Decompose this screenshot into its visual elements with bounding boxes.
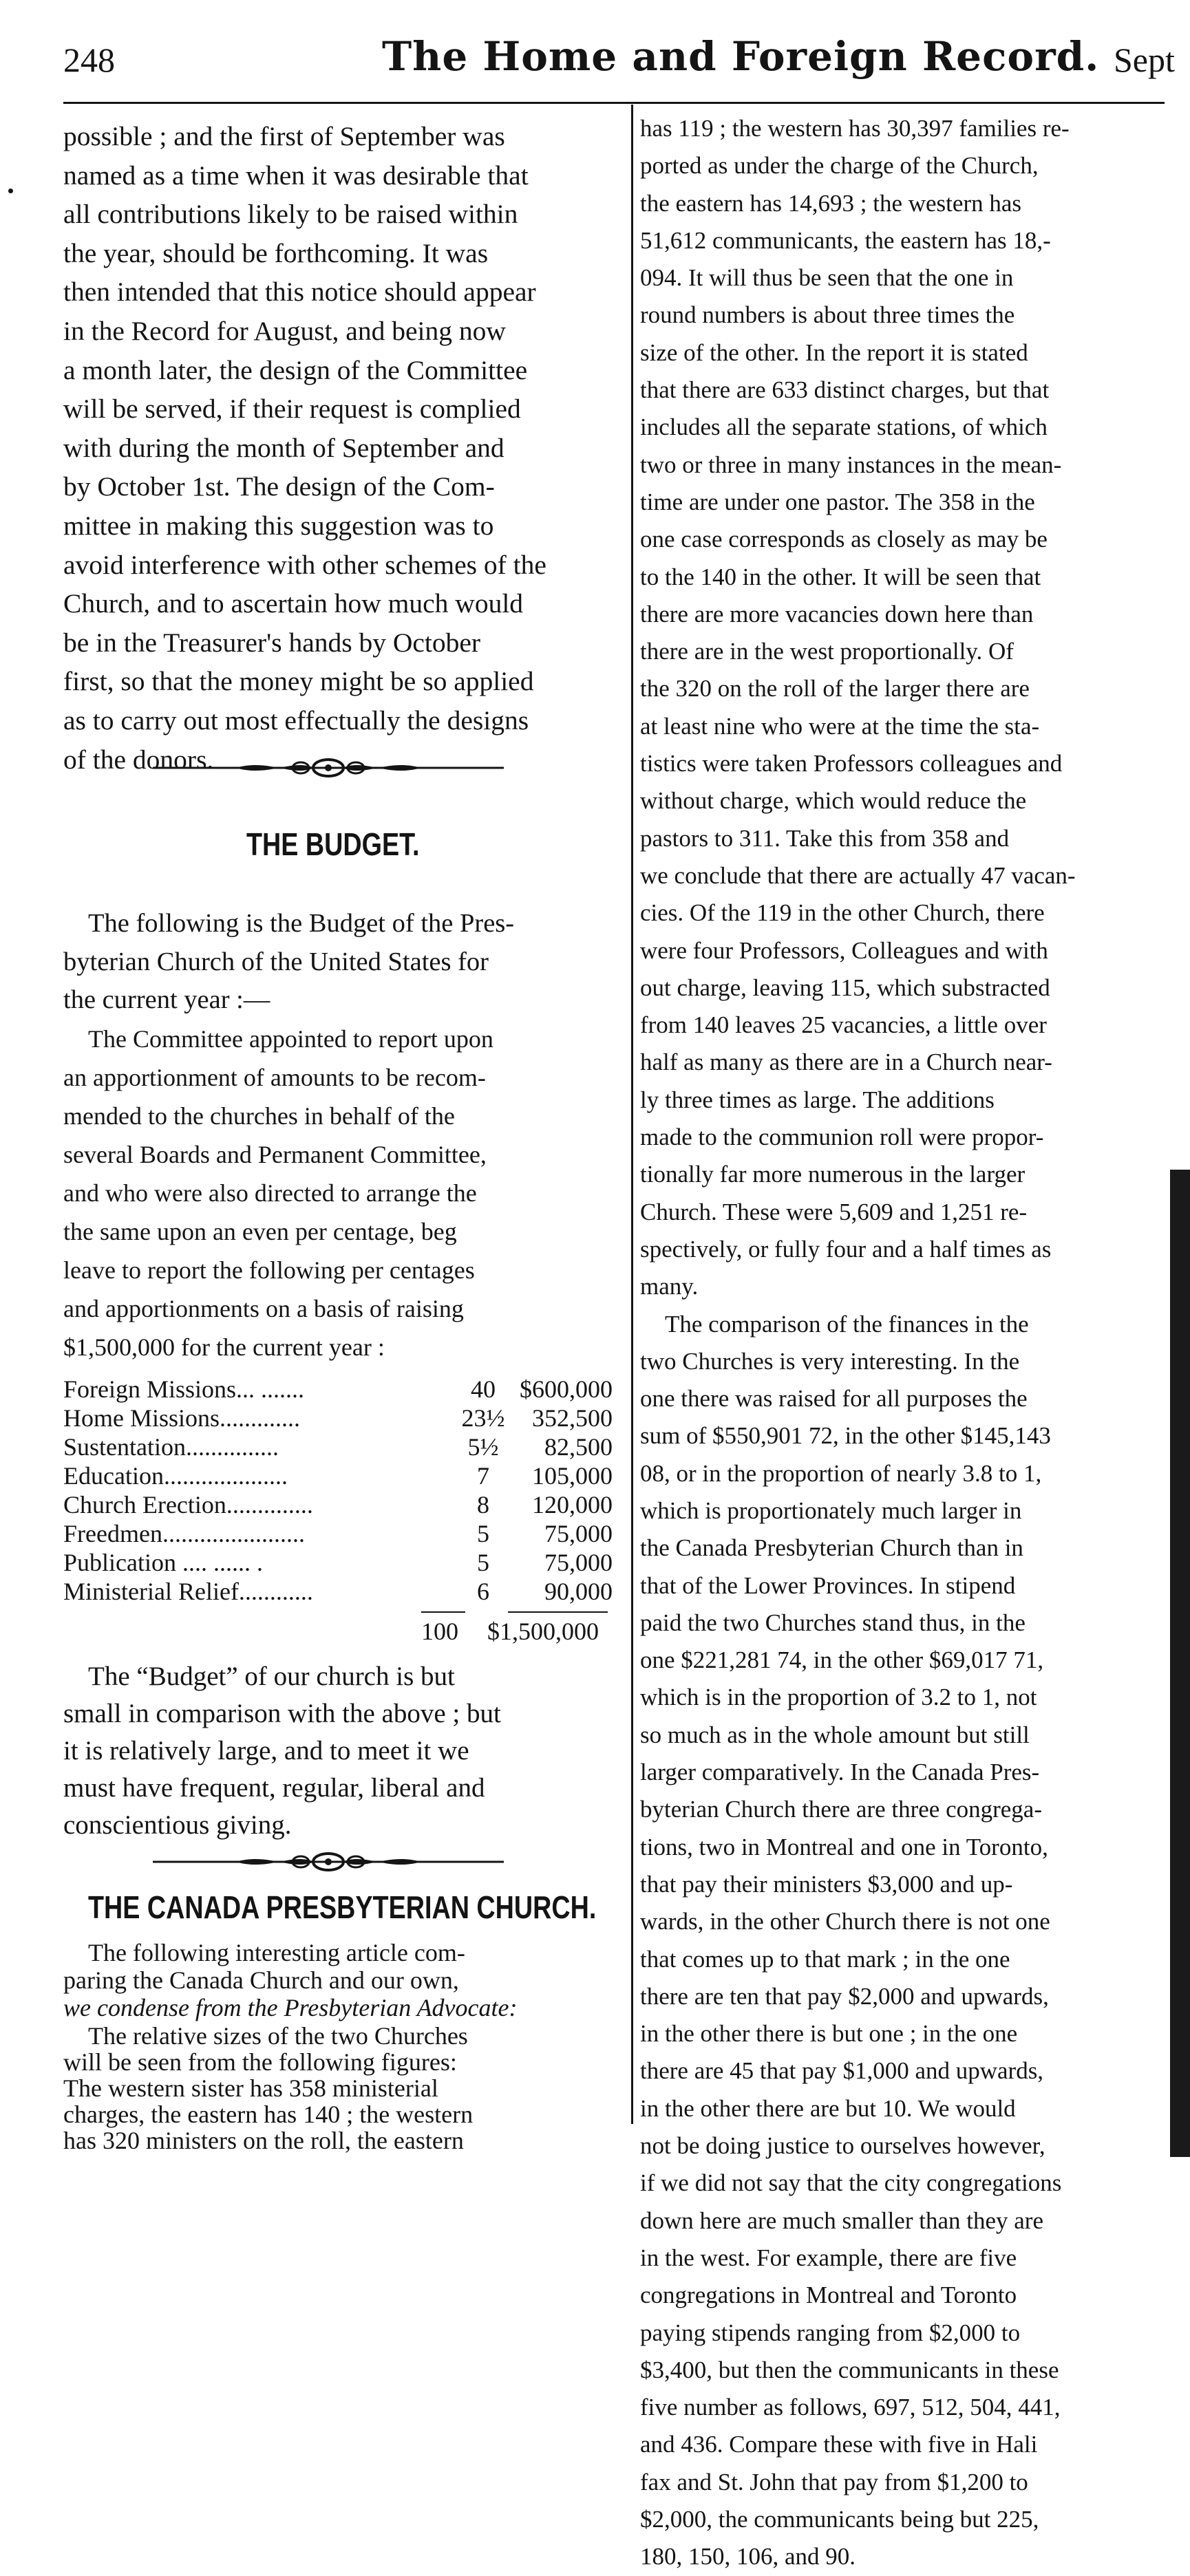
text-line: there are 45 that pay $1,000 and upwards, [640, 2057, 1044, 2085]
text-line: the 320 on the roll of the larger there are [640, 675, 1030, 702]
canada-intro [63, 1939, 610, 2021]
text-line: and apportionments on a basis of raising [63, 1295, 464, 1322]
text-line: at least nine who were at the time the sta- [640, 712, 1040, 740]
text-line: small in comparison with the above ; but [63, 1699, 501, 1728]
text-line: one there was raised for all purposes the [640, 1385, 1028, 1413]
text-line: two or three in many instances in the mean- [640, 451, 1062, 478]
text-line: paying stipends ranging from $2,000 to [640, 2319, 1021, 2346]
table-cell: Publication .... ...... . [63, 1549, 263, 1576]
text-line: in the other there is but one ; in the one [640, 2020, 1018, 2048]
total-rule [421, 1611, 465, 1613]
text-line: if we did not say that the city congregations [640, 2169, 1062, 2197]
text-line: possible ; and the first of September was [63, 121, 505, 151]
text-line: the year, should be forthcoming. It was [63, 237, 489, 268]
text-line: byterian Church there are three congrega- [640, 1796, 1042, 1823]
budget-report [63, 1020, 610, 1366]
text-line: without charge, which would reduce the [640, 787, 1027, 815]
table-cell: 40 [471, 1375, 496, 1403]
margin-mark [8, 189, 13, 193]
text-line: the Canada Presbyterian Church than in [640, 1534, 1023, 1562]
text-line: one $221,281 74, in the other $69,017 71, [640, 1646, 1044, 1674]
text-line: which is proportionately much larger in [640, 1496, 1022, 1524]
text-line: first, so that the money might be so applied [63, 666, 534, 697]
text-line: The relative sizes of the two Churches [88, 2022, 468, 2050]
text-line: mittee in making this suggestion was to [63, 510, 494, 541]
text-line: wards, in the other Church there is not one [640, 1908, 1050, 1935]
text-line: includes all the separate stations, of which [640, 414, 1048, 441]
text-line: The “Budget” of our church is but [88, 1662, 455, 1691]
table-cell: 82,500 [544, 1433, 613, 1461]
text-line: were four Professors, Colleagues and with [640, 936, 1048, 964]
running-month: Sept [1114, 41, 1175, 79]
text-line: a month later, the design of the Committee [63, 354, 528, 385]
text-line: one case corresponds as closely as may be [640, 526, 1048, 553]
table-row [63, 1404, 613, 1432]
text-line: mended to the churches in behalf of the [63, 1102, 455, 1130]
text-line: several Boards and Permanent Committee, [63, 1141, 487, 1168]
text-line: The western sister has 358 ministerial [63, 2074, 438, 2102]
table-row [63, 1432, 613, 1461]
text-line: to the 140 in the other. It will be seen that [640, 563, 1041, 590]
text-line: leave to report the following per centages [63, 1256, 475, 1284]
table-cell: 75,000 [544, 1549, 613, 1576]
text-line: paid the two Churches stand thus, in the [640, 1609, 1026, 1636]
text-line: there are ten that pay $2,000 and upwards, [640, 1982, 1049, 2010]
text-line: as to carry out most effectually the designs [63, 705, 529, 736]
table-cell: 8 [477, 1491, 489, 1518]
text-line: pastors to 311. Take this from 358 and [640, 824, 1010, 852]
text-line: ly three times as large. The additions [640, 1086, 995, 1113]
ornament-divider-icon [153, 1845, 504, 1878]
text-line: larger comparatively. In the Canada Pres- [640, 1759, 1040, 1786]
text-line: Church. These were 5,609 and 1,251 re- [640, 1198, 1028, 1225]
page-header [0, 0, 1190, 110]
text-line: we condense from the Presbyterian Advocate: [63, 1994, 518, 2021]
text-line: from 140 leaves 25 vacancies, a little over [640, 1011, 1047, 1039]
text-line: 094. It will thus be seen that the one in [640, 264, 1014, 292]
table-cell: 90,000 [544, 1578, 613, 1605]
budget-heading: THE BUDGET. [246, 826, 420, 862]
total-percent: 100 [421, 1618, 458, 1645]
text-line: two Churches is very interesting. In the [640, 1347, 1020, 1375]
table-row [63, 1461, 613, 1490]
budget-closing [63, 1658, 610, 1844]
text-line: many. [640, 1273, 699, 1300]
text-line: so much as in the whole amount but still [640, 1721, 1030, 1748]
text-line: be in the Treasurer's hands by October [63, 627, 481, 658]
table-row [63, 1490, 613, 1519]
right-column [640, 110, 1169, 2576]
intro-paragraph [63, 117, 610, 779]
table-cell: 23½ [461, 1404, 505, 1432]
text-line: time are under one pastor. The 358 in the [640, 488, 1035, 515]
text-line: that of the Lower Provinces. In stipend [640, 1571, 1016, 1599]
text-line: and who were also directed to arrange the [63, 1179, 477, 1207]
text-line: by October 1st. The design of the Com- [63, 471, 495, 502]
text-line: that comes up to that mark ; in the one [640, 1945, 1010, 1973]
text-line: five number as follows, 697, 512, 504, 441, [640, 2394, 1061, 2421]
table-row [63, 1519, 613, 1548]
text-line: The following is the Budget of the Pres- [88, 909, 515, 938]
text-line: the same upon an even per centage, beg [63, 1218, 457, 1245]
budget-intro [63, 905, 610, 1020]
table-cell: Home Missions............. [63, 1404, 301, 1432]
text-line: congregations in Montreal and Toronto [640, 2282, 1017, 2309]
canada-body [63, 2023, 610, 2154]
text-line: $2,000, the communicants being but 225, [640, 2506, 1039, 2533]
text-line: conscientious giving. [63, 1810, 292, 1840]
text-line: round numbers is about three times the [640, 301, 1015, 329]
text-line: which is in the proportion of 3.2 to 1, not [640, 1684, 1037, 1711]
text-line: named as a time when it was desirable that [63, 160, 529, 191]
text-line: The Committee appointed to report upon [88, 1025, 493, 1053]
text-line: down here are much smaller than they are [640, 2207, 1043, 2234]
text-line: spectively, or fully four and a half times as [640, 1235, 1052, 1263]
text-line: half as many as there are in a Church near- [640, 1049, 1052, 1076]
table-cell: Education.................... [63, 1462, 288, 1490]
text-line: 180, 150, 106, and 90. [640, 2543, 856, 2570]
text-line: and 436. Compare these with five in Hali [640, 2431, 1038, 2458]
table-cell: 5 [477, 1549, 489, 1576]
text-line: the current year :— [63, 985, 270, 1014]
text-line: out charge, leaving 115, which substracted [640, 974, 1050, 1001]
table-row [63, 1577, 613, 1606]
page-number: 248 [63, 41, 115, 79]
text-line: The following interesting article com- [88, 1939, 465, 1966]
text-line: size of the other. In the report it is stated [640, 339, 1028, 366]
table-cell: 7 [477, 1462, 489, 1490]
text-line: 08, or in the proportion of nearly 3.8 to 1, [640, 1459, 1042, 1487]
table-cell: Sustentation............... [63, 1433, 279, 1461]
table-row [63, 1548, 613, 1577]
table-cell: 120,000 [532, 1491, 613, 1518]
text-line: there are more vacancies down here than [640, 600, 1034, 627]
table-cell: 5 [477, 1520, 489, 1547]
table-cell: 105,000 [532, 1462, 613, 1490]
text-line: The comparison of the finances in the [665, 1310, 1029, 1338]
header-rule [63, 102, 1165, 104]
text-line: in the Record for August, and being now [63, 315, 506, 346]
table-cell: 5½ [467, 1433, 499, 1461]
text-line: in the other there are but 10. We would [640, 2094, 1016, 2122]
text-line: has 119 ; the western has 30,397 families re- [640, 115, 1070, 142]
text-line: then intended that this notice should appear [63, 277, 536, 308]
text-line: it is relatively large, and to meet it we [63, 1736, 469, 1765]
table-cell: Ministerial Relief............ [63, 1578, 313, 1605]
total-rule [508, 1611, 608, 1613]
text-line: paring the Canada Church and our own, [63, 1966, 459, 1994]
table-cell: 6 [477, 1578, 489, 1605]
text-line: $1,500,000 for the current year : [63, 1333, 385, 1361]
page-edge-shadow [1170, 1170, 1190, 2157]
text-line: avoid interference with other schemes of the [63, 549, 546, 580]
text-line: fax and St. John that pay from $1,200 to [640, 2468, 1028, 2496]
text-line: $3,400, but then the communicants in these [640, 2356, 1059, 2383]
text-line: made to the communion roll were propor- [640, 1124, 1044, 1151]
total-amount: $1,500,000 [487, 1618, 599, 1645]
budget-table [63, 1375, 613, 1606]
text-line: has 320 ministers on the roll, the eastern [63, 2127, 464, 2154]
canada-heading: THE CANADA PRESBYTERIAN CHURCH. [88, 1889, 597, 1925]
table-cell: Freedmen....................... [63, 1520, 305, 1547]
table-cell: 75,000 [544, 1520, 613, 1547]
table-cell: Foreign Missions... ....... [63, 1375, 305, 1403]
table-cell: 352,500 [532, 1404, 613, 1432]
text-line: byterian Church of the United States for [63, 947, 489, 976]
table-cell: Church Erection.............. [63, 1491, 313, 1518]
text-line: of the donors. [63, 744, 214, 775]
text-line: cies. Of the 119 in the other Church, there [640, 899, 1045, 927]
text-line: Church, and to ascertain how much would [63, 588, 524, 619]
text-line: tionally far more numerous in the larger [640, 1161, 1026, 1188]
text-line: will be served, if their request is complied [63, 394, 521, 425]
text-line: that there are 633 distinct charges, but that [640, 376, 1050, 404]
text-line: all contributions likely to be raised within [63, 199, 518, 230]
text-line: charges, the eastern has 140 ; the western [63, 2101, 474, 2128]
text-line: with during the month of September and [63, 432, 504, 463]
text-line: that pay their ministers $3,000 and up- [640, 1870, 1013, 1898]
text-line: sum of $550,901 72, in the other $145,143 [640, 1422, 1051, 1450]
text-line: an apportionment of amounts to be recom- [63, 1064, 486, 1091]
ornament-divider-icon [153, 751, 504, 784]
table-cell: $600,000 [520, 1375, 613, 1403]
text-line: there are in the west proportionally. Of [640, 638, 1014, 665]
text-line: will be seen from the following figures: [63, 2048, 457, 2076]
column-divider [631, 105, 633, 2124]
text-line: in the west. For example, there are five [640, 2244, 1017, 2271]
text-line: the eastern has 14,693 ; the western has [640, 189, 1022, 217]
text-line: tions, two in Montreal and one in Toronto, [640, 1833, 1048, 1860]
text-line: not be doing justice to ourselves however, [640, 2132, 1045, 2160]
text-line: we conclude that there are actually 47 vacan- [640, 861, 1076, 889]
table-row [63, 1375, 613, 1404]
text-line: must have frequent, regular, liberal and [63, 1773, 485, 1803]
text-line: 51,612 communicants, the eastern has 18,- [640, 226, 1051, 254]
running-title: The Home and Foreign Record. [382, 33, 1100, 80]
text-line: tistics were taken Professors colleagues and [640, 750, 1063, 777]
text-line: ported as under the charge of the Church, [640, 152, 1039, 180]
